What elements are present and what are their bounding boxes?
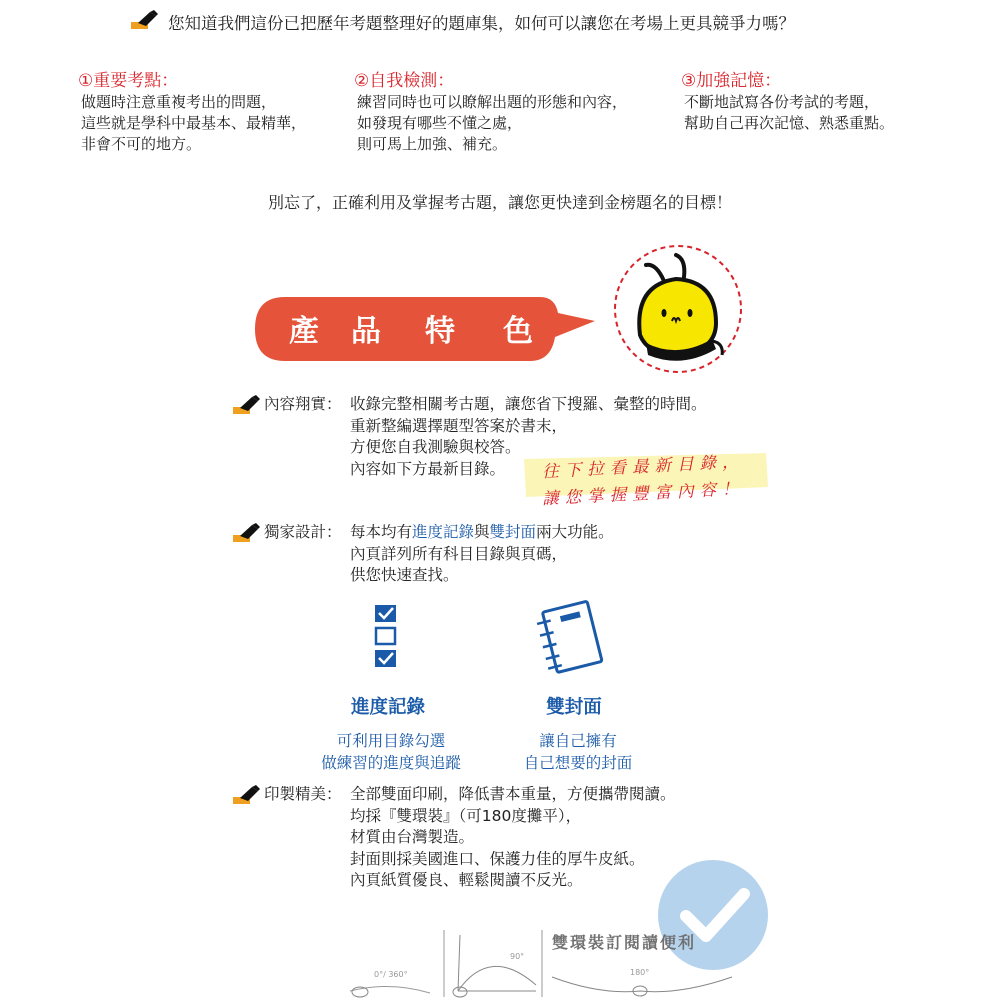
feature-line: 內頁詳列所有科目目錄與頁碼， bbox=[350, 544, 568, 563]
checklist-icon bbox=[372, 602, 402, 672]
degree-label: 0°/ 360° bbox=[374, 970, 408, 979]
product-features-banner bbox=[255, 297, 595, 361]
feature-label: 獨家設計： bbox=[264, 523, 342, 541]
caption-line: 可利用目錄勾選 bbox=[336, 732, 446, 750]
point-line: 這些就是學科中最基本、最精華， bbox=[81, 114, 307, 132]
caption-line: 自己想要的封面 bbox=[523, 754, 633, 772]
point-heading: ③加強記憶： bbox=[681, 71, 782, 91]
feature-line: 全部雙面印刷，降低書本重量，方便攜帶閱讀。 bbox=[350, 785, 676, 803]
feature-line: 封面則採美國進口、保護力佳的厚牛皮紙。 bbox=[350, 849, 645, 868]
cover-caption bbox=[508, 730, 648, 774]
point-self-check bbox=[354, 70, 627, 155]
pen-icon bbox=[232, 395, 262, 415]
check-watermark-icon bbox=[658, 860, 768, 970]
point-line: 如發現有哪些不懂之處， bbox=[357, 114, 523, 132]
degree-label: 90° bbox=[510, 952, 525, 961]
caption-line: 讓自己擁有 bbox=[539, 732, 617, 750]
feature-line bbox=[350, 522, 614, 544]
text-run: 每本均有 bbox=[350, 523, 413, 541]
point-key-topics bbox=[78, 70, 306, 155]
progress-title: 進度記錄 bbox=[350, 697, 425, 718]
feature-label: 內容翔實： bbox=[264, 395, 342, 413]
notebook-icon bbox=[536, 600, 608, 678]
pen-icon bbox=[232, 523, 262, 543]
feature-line: 重新整編選擇題型答案於書末， bbox=[350, 416, 568, 435]
scroll-down-note bbox=[520, 451, 770, 509]
point-line: 練習同時也可以瞭解出題的形態和內容， bbox=[357, 93, 628, 111]
point-line: 幫助自己再次記憶、熟悉重點。 bbox=[684, 114, 895, 132]
pen-icon bbox=[130, 10, 160, 30]
note-line: 讓您掌握豐富內容！ bbox=[541, 478, 745, 509]
pen-icon bbox=[232, 785, 262, 805]
note-line: 往下拉看最新目錄， bbox=[541, 451, 745, 482]
feature-line: 均採『雙環裝』（可180度攤平）， bbox=[350, 806, 582, 825]
text-run: 與 bbox=[474, 523, 490, 541]
caption-line: 做練習的進度與追蹤 bbox=[321, 754, 461, 772]
point-heading: ②自我檢測： bbox=[354, 71, 455, 91]
feature-line: 材質由台灣製造。 bbox=[350, 828, 475, 846]
feature-label: 印製精美： bbox=[264, 785, 342, 803]
banner-char: 品 bbox=[351, 314, 381, 349]
cover-title: 雙封面 bbox=[546, 697, 602, 718]
degree-label: 180° bbox=[630, 968, 650, 977]
slogan: 別忘了，正確利用及掌握考古題，讓您更快達到金榜題名的目標！ bbox=[267, 193, 732, 212]
text-run: 兩大功能。 bbox=[536, 523, 614, 541]
highlight-cover: 雙封面 bbox=[489, 523, 537, 541]
point-line: 做題時注意重複考出的問題， bbox=[81, 93, 277, 111]
feature-line: 內頁紙質優良、輕鬆閱讀不反光。 bbox=[350, 871, 583, 889]
point-heading: ①重要考點： bbox=[78, 71, 179, 91]
banner-char: 色 bbox=[503, 314, 533, 349]
banner-char: 特 bbox=[425, 314, 455, 349]
feature-line: 方便您自我測驗與校答。 bbox=[350, 438, 521, 456]
point-memory bbox=[681, 70, 894, 134]
ring-binding-caption: 雙環裝訂閱讀便利 bbox=[552, 933, 697, 952]
feature-line: 收錄完整相關考古題，讓您省下搜羅、彙整的時間。 bbox=[350, 395, 707, 413]
point-line: 不斷地試寫各份考試的考題， bbox=[684, 93, 880, 111]
point-line: 則可馬上加強、補充。 bbox=[357, 135, 508, 153]
bee-mascot-icon bbox=[612, 243, 744, 375]
feature-line: 供您快速查找。 bbox=[350, 566, 459, 584]
feature-line: 內容如下方最新目錄。 bbox=[350, 459, 506, 478]
progress-caption bbox=[306, 730, 476, 774]
intro-text: 您知道我們這份已把歷年考題整理好的題庫集，如何可以讓您在考場上更具競爭力嗎？ bbox=[168, 14, 795, 33]
highlight-progress: 進度記錄 bbox=[412, 523, 475, 541]
point-line: 非會不可的地方。 bbox=[81, 135, 202, 153]
banner-char: 產 bbox=[289, 314, 319, 349]
